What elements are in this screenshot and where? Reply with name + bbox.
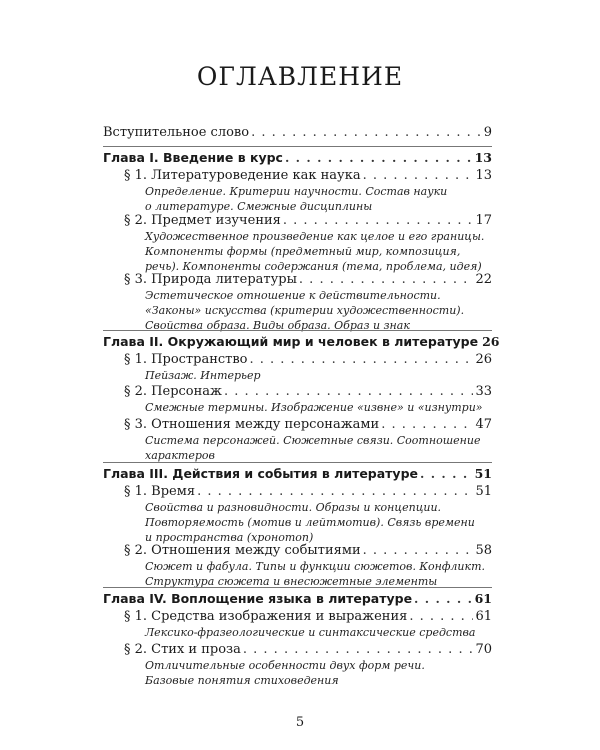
- section-description: Сюжет и фабула. Типы и функции сюжетов. Конфликт. Структура сюжета и внесюжетные элементы: [145, 560, 486, 588]
- toc-section[interactable]: [124, 417, 492, 432]
- toc-section[interactable]: [124, 543, 492, 558]
- section-label: § 1. Средства изображения и выражения: [124, 609, 408, 624]
- section-page: 13: [475, 168, 492, 183]
- section-page: 70: [475, 642, 492, 657]
- section-description: Свойства и разновидности. Образы и концепции. Повторяемость (мотив и лейтмотив). Связь времени и пространства (хронотоп): [145, 501, 475, 544]
- section-description: Художественное произведение как целое и его границы. Компоненты формы (предметный мир, композиция, речь). Компоненты содержания (тема, проблема, идея): [145, 230, 485, 273]
- section-label: § 2. Предмет изучения: [124, 213, 281, 228]
- section-label: § 2. Отношения между событиями: [124, 543, 361, 558]
- section-page: 58: [475, 543, 492, 558]
- section-page: 61: [475, 609, 492, 624]
- section-label: § 3. Природа литературы: [124, 272, 297, 287]
- section-description: Смежные термины. Изображение «извне» и «изнутри»: [145, 401, 483, 414]
- chapter-page: 13: [474, 150, 492, 165]
- toc-section[interactable]: [124, 352, 492, 367]
- entry-page: 9: [483, 125, 492, 140]
- toc-chapter-4[interactable]: [103, 591, 492, 606]
- toc-chapter-3[interactable]: [103, 466, 492, 481]
- toc-entry-intro[interactable]: [103, 125, 492, 140]
- chapter-label: Глава IV. Воплощение языка в литературе: [103, 591, 413, 606]
- section-page: 47: [475, 417, 492, 432]
- section-description: Отличительные особенности двух форм речи. Базовые понятия стиховедения: [145, 659, 425, 687]
- leader-dots: [414, 591, 473, 606]
- chapter-label: Глава III. Действия и события в литературе: [103, 466, 418, 481]
- toc-chapter-2[interactable]: [103, 334, 500, 349]
- section-page: 17: [475, 213, 492, 228]
- leader-dots: [251, 125, 482, 140]
- chapter-label: Глава I. Введение в курс: [103, 150, 283, 165]
- section-page: 33: [475, 384, 492, 399]
- entry-label: Вступительное слово: [103, 125, 250, 140]
- chapter-page: 26: [482, 334, 500, 349]
- section-label: § 3. Отношения между персонажами: [124, 417, 380, 432]
- leader-dots: [197, 484, 473, 499]
- leader-dots: [243, 642, 474, 657]
- leader-dots: [381, 417, 473, 432]
- divider: [103, 462, 492, 463]
- section-label: § 2. Стих и проза: [124, 642, 241, 657]
- section-description: Пейзаж. Интерьер: [145, 369, 261, 382]
- leader-dots: [363, 543, 474, 558]
- page-title: ОГЛАВЛЕНИЕ: [196, 62, 404, 91]
- leader-dots: [363, 168, 474, 183]
- chapter-page: 51: [474, 466, 492, 481]
- section-page: 51: [475, 484, 492, 499]
- leader-dots: [420, 466, 473, 481]
- toc-section[interactable]: [124, 384, 492, 399]
- toc-section[interactable]: [124, 213, 492, 228]
- chapter-page: 61: [474, 591, 492, 606]
- section-label: § 1. Время: [124, 484, 196, 499]
- leader-dots: [285, 150, 473, 165]
- section-label: § 1. Пространство: [124, 352, 248, 367]
- toc-section[interactable]: [124, 484, 492, 499]
- divider: [103, 146, 492, 147]
- toc-section[interactable]: [124, 642, 492, 657]
- section-description: Эстетическое отношение к действительности. «Законы» искусства (критерии художественности). Свойства образа. Виды образа. Образ и знак: [145, 289, 465, 332]
- toc-section[interactable]: [124, 272, 492, 287]
- section-label: § 1. Литературоведение как наука: [124, 168, 361, 183]
- divider: [103, 587, 492, 588]
- toc-chapter-1[interactable]: [103, 150, 492, 165]
- section-description: Система персонажей. Сюжетные связи. Соотношение характеров: [145, 434, 481, 462]
- section-page: 22: [475, 272, 492, 287]
- leader-dots: [409, 609, 473, 624]
- section-page: 26: [475, 352, 492, 367]
- section-label: § 2. Персонаж: [124, 384, 223, 399]
- leader-dots: [224, 384, 473, 399]
- leader-dots: [283, 213, 474, 228]
- divider: [103, 330, 492, 331]
- section-description: Определение. Критерии научности. Состав науки о литературе. Смежные дисциплины: [145, 185, 448, 213]
- toc-section[interactable]: [124, 168, 492, 183]
- toc-section[interactable]: [124, 609, 492, 624]
- page-number: 5: [295, 715, 305, 730]
- leader-dots: [249, 352, 473, 367]
- leader-dots: [299, 272, 474, 287]
- section-description: Лексико-фразеологические и синтаксические средства: [145, 626, 476, 639]
- chapter-label: Глава II. Окружающий мир и человек в литературе: [103, 334, 479, 349]
